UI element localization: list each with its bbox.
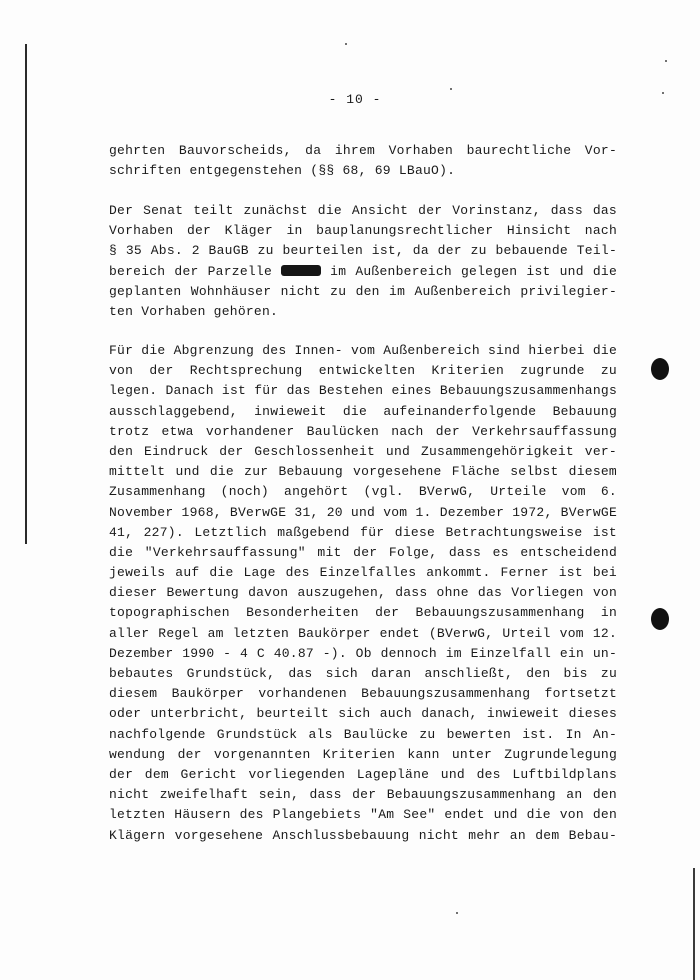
text-line: § 35 Abs. 2 BauGB zu beurteilen ist, da der zu bebauende Teil- [109,243,617,259]
text-line: ten Vorhaben gehören. [109,303,279,319]
text-line: den Eindruck der Geschlossenheit und Zusammengehörigkeit ver- [109,443,617,459]
text-fragment: bereich der Parzelle [109,263,273,279]
redaction-block [281,265,321,276]
text-line: legen. Danach ist für das Bestehen eines Bebauungszusammenhangs [109,383,617,399]
text-line: geplanten Wohnhäuser nicht zu den im Außenbereich privilegier- [109,283,617,299]
scan-speck [456,912,458,914]
text-fragment: im Außenbereich gelegen ist und die [330,263,617,279]
text-line: 41, 227). Letztlich maßgebend für diese Betrachtungsweise ist [109,524,617,540]
text-line: von der Rechtsprechung entwickelten Kriterien zugrunde zu [109,363,617,379]
text-line: letzten Häusern des Plangebiets "Am See" endet und die von den [109,807,617,823]
text-line: nicht zweifelhaft sein, dass der Bebauungszusammenhang an den [109,787,617,803]
text-line: Der Senat teilt zunächst die Ansicht der Vorinstanz, dass das [109,203,617,218]
paragraph [109,141,617,181]
text-line: dieser Bewertung davon auszugehen, dass ohne das Vorliegen von [109,585,617,601]
text-line: diesem Baukörper vorhandenen Bebauungszusammenhang fortsetzt [109,686,617,702]
text-line: topographischen Besonderheiten der Bebauungszusammenhang in [109,605,617,621]
text-line: oder unterbricht, beurteilt sich auch danach, inwieweit dieses [109,706,617,722]
scan-speck [450,88,452,90]
paragraph [109,201,617,322]
text-line: schriften entgegenstehen (§§ 68, 69 LBauO). [109,163,456,179]
text-line: ausschlaggebend, inwieweit die aufeinanderfolgende Bebauung [109,403,617,419]
binder-edge-line [25,44,27,544]
text-line: Klägern vorgesehene Anschlussbebauung nicht mehr an dem Bebau- [109,827,617,843]
text-line: gehrten Bauvorscheids, da ihrem Vorhaben baurechtliche Vor- [109,143,617,158]
text-line: November 1968, BVerwGE 31, 20 und vom 1. Dezember 1972, BVerwGE [109,504,617,520]
punch-hole-icon [651,608,669,630]
text-line: mittelt und die zur Bebauung vorgesehene Fläche selbst diesem [109,464,617,480]
text-line: wendung der vorgenannten Kriterien kann unter Zugrundelegung [109,746,617,762]
text-line: nachfolgende Grundstück als Baulücke zu bewerten ist. In An- [109,726,617,742]
punch-hole-icon [651,358,669,380]
text-line: Vorhaben der Kläger in bauplanungsrechtlicher Hinsicht nach [109,223,617,239]
text-line: Dezember 1990 - 4 C 40.87 -). Ob dennoch im Einzelfall ein un- [109,645,617,661]
text-line: bebautes Grundstück, das sich daran anschließt, den bis zu [109,666,617,681]
text-line: Zusammenhang (noch) angehört (vgl. BVerwG, Urteile vom 6. [109,484,617,500]
scan-edge-line [693,868,695,980]
scan-speck [345,43,347,45]
page-number: - 10 - [328,92,382,107]
text-line: Für die Abgrenzung des Innen- vom Außenbereich sind hierbei die [109,343,617,358]
text-line: der dem Gericht vorliegenden Lagepläne und des Luftbildplans [109,766,617,782]
text-line: trotz etwa vorhandener Baulücken nach der Verkehrsauffassung [109,423,617,439]
scan-speck [665,60,667,62]
text-line-redacted [109,262,617,282]
paragraph [109,341,617,846]
text-line: aller Regel am letzten Baukörper endet (BVerwG, Urteil vom 12. [109,625,617,641]
text-line: die "Verkehrsauffassung" mit der Folge, dass es entscheidend [109,544,617,560]
text-line: jeweils auf die Lage des Einzelfalles ankommt. Ferner ist bei [109,565,617,581]
